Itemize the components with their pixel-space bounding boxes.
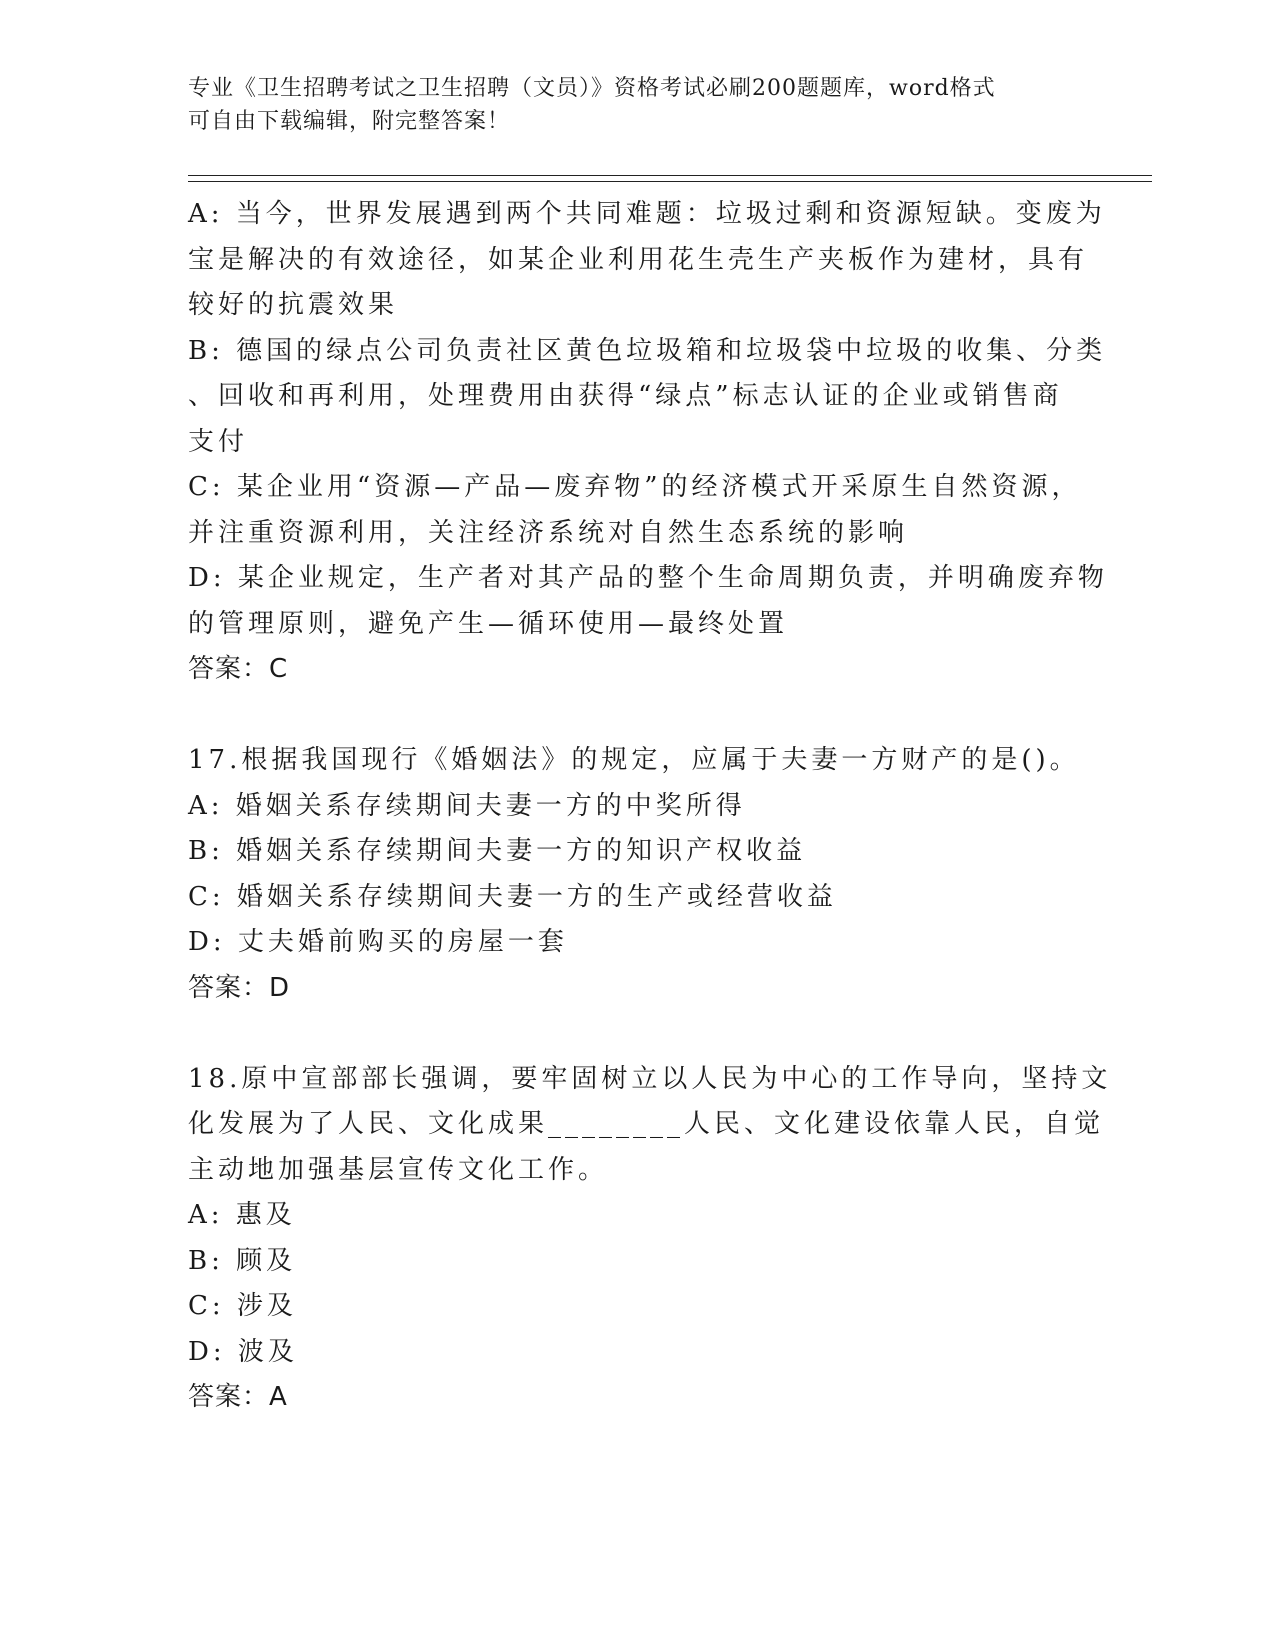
option-d: D: 丈夫婚前购买的房屋一套 bbox=[188, 927, 568, 957]
answer-label: 答案：D bbox=[188, 972, 291, 1003]
option-line: 并注重资源利用，关注经济系统对自然生态系统的影响 bbox=[188, 517, 909, 548]
header-line-2: 可自由下载编辑，附完整答案！ bbox=[188, 109, 511, 134]
option-b: B: 婚姻关系存续期间夫妻一方的知识产权收益 bbox=[188, 836, 807, 866]
option-c bbox=[188, 465, 1088, 556]
option-c: C: 婚姻关系存续期间夫妻一方的生产或经营收益 bbox=[188, 881, 837, 912]
option-line: D: 某企业规定，生产者对其产品的整个生命周期负责，并明确废弃物 bbox=[188, 563, 1108, 593]
question-stem: 17.根据我国现行《婚姻法》的规定，应属于夫妻一方财产的是()。 bbox=[188, 745, 1080, 775]
option-a bbox=[188, 192, 1106, 329]
header-rule-top bbox=[188, 175, 1152, 176]
question-spacer bbox=[188, 693, 1088, 739]
option-line: 较好的抗震效果 bbox=[188, 290, 399, 320]
option-c: C: 涉及 bbox=[188, 1291, 297, 1321]
question-18 bbox=[188, 1057, 1112, 1421]
option-line: 支付 bbox=[188, 426, 249, 457]
header-rule-bottom bbox=[188, 181, 1152, 182]
question-spacer bbox=[188, 1011, 1088, 1057]
question-stem-line: 化发展为了人民、文化成果________人民、文化建设依靠人民，自觉 bbox=[188, 1109, 1105, 1139]
option-line: A: 当今，世界发展遇到两个共同难题：垃圾过剩和资源短缺。变废为 bbox=[188, 199, 1106, 229]
option-d bbox=[188, 556, 1108, 647]
option-line: B: 德国的绿点公司负责社区黄色垃圾箱和垃圾袋中垃圾的收集、分类 bbox=[188, 335, 1107, 366]
option-d: D: 波及 bbox=[188, 1336, 298, 1367]
option-b: B: 顾及 bbox=[188, 1245, 297, 1276]
header-line-1: 专业《卫生招聘考试之卫生招聘（文员）》资格考试必刷200题题库，word格式 bbox=[188, 76, 996, 101]
question-17 bbox=[188, 738, 1088, 1011]
answer-label: 答案：C bbox=[188, 654, 289, 684]
option-line: C: 某企业用“资源—产品—废弃物”的经济模式开采原生自然资源， bbox=[188, 472, 1082, 502]
option-line: 宝是解决的有效途径，如某企业利用花生壳生产夹板作为建材，具有 bbox=[188, 244, 1089, 275]
document-header bbox=[188, 72, 1088, 138]
option-a: A: 惠及 bbox=[188, 1200, 296, 1230]
option-line: 、回收和再利用，处理费用由获得“绿点”标志认证的企业或销售商 bbox=[188, 381, 1063, 411]
answer-label: 答案：A bbox=[188, 1382, 288, 1412]
option-line: 的管理原则，避免产生—循环使用—最终处置 bbox=[188, 608, 789, 639]
question-stem-line: 主动地加强基层宣传文化工作。 bbox=[188, 1154, 609, 1185]
question-stem-line: 18.原中宣部部长强调，要牢固树立以人民为中心的工作导向，坚持文 bbox=[188, 1063, 1112, 1094]
question-16 bbox=[188, 192, 1108, 693]
document-body bbox=[188, 192, 1112, 1421]
option-b bbox=[188, 329, 1107, 466]
option-a: A: 婚姻关系存续期间夫妻一方的中奖所得 bbox=[188, 790, 746, 821]
